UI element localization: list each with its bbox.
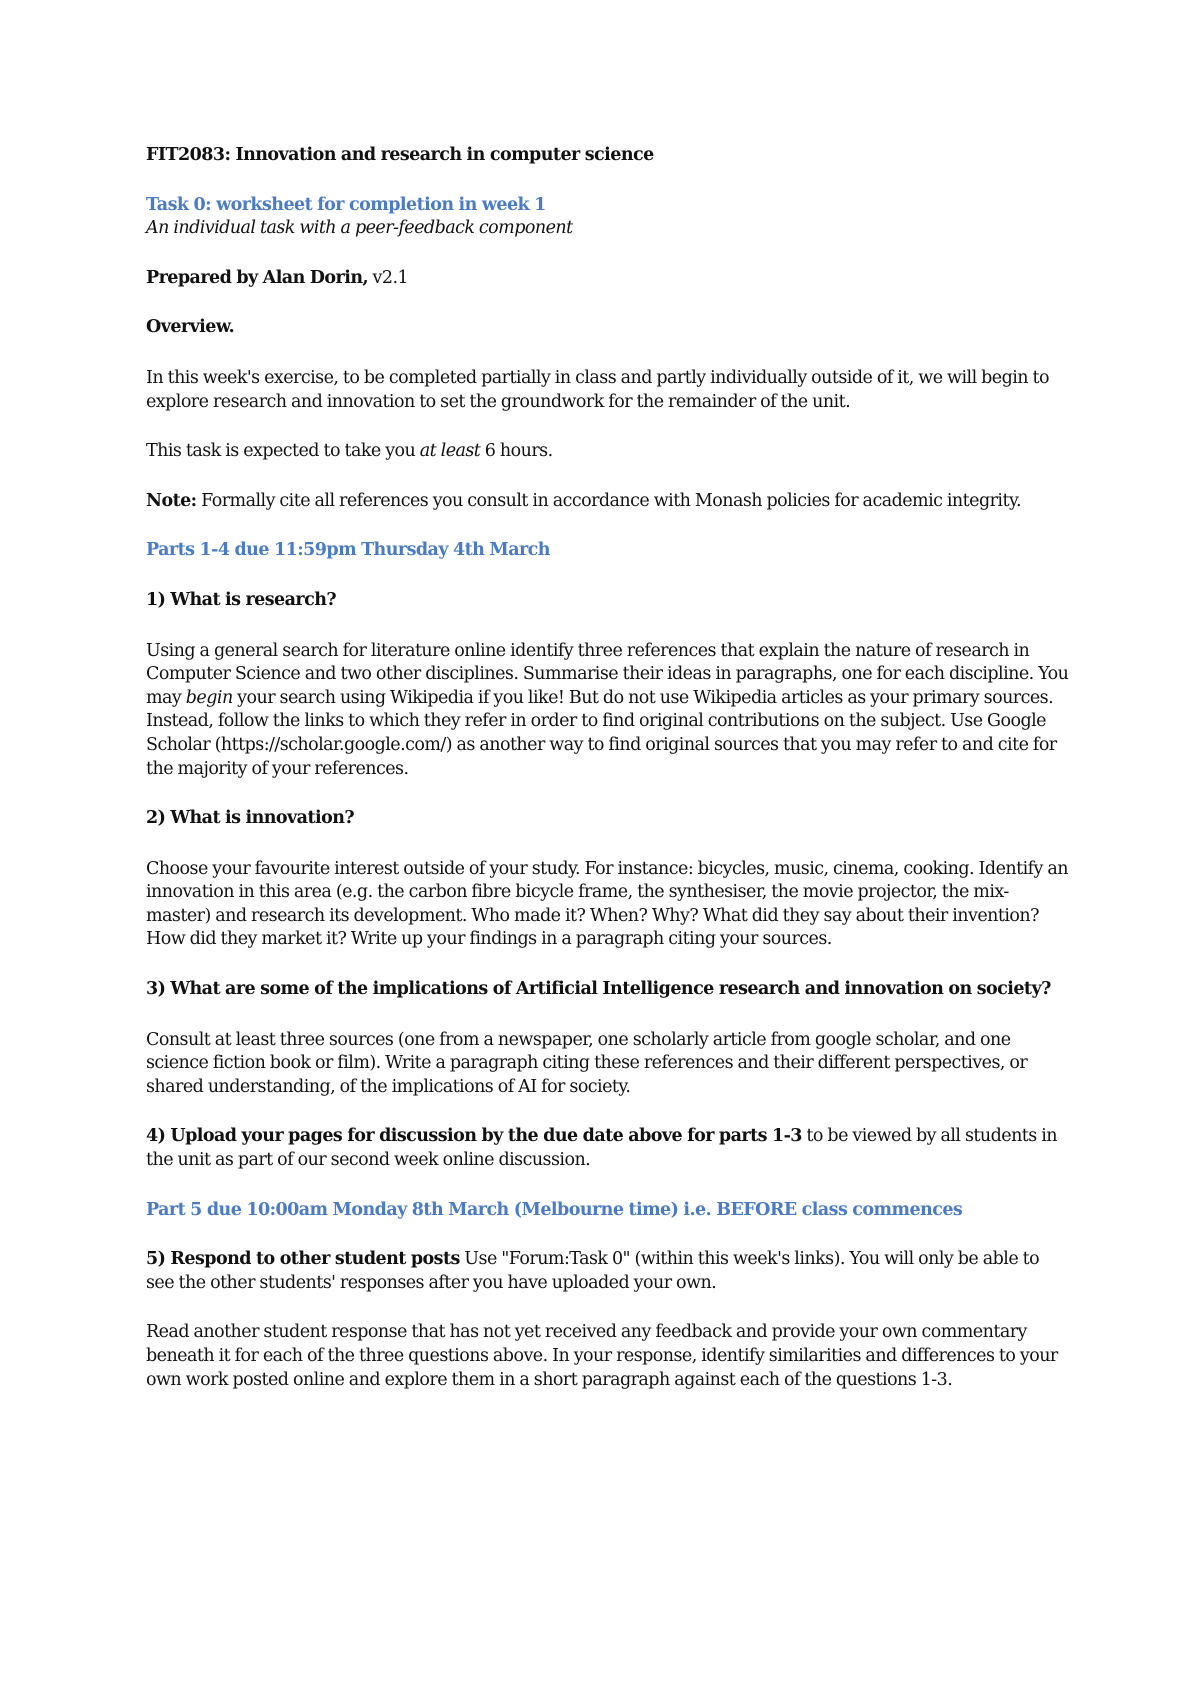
time-emphasis: at least <box>419 441 481 462</box>
q4-rest: to be viewed by all students in the unit as part of our second week online discussion. <box>146 1126 1057 1171</box>
overview-paragraph: In this week's exercise, to be completed partially in class and partly individually outside of it, we will begin to explore research and innovation to set the groundwork for the remainder of the unit. <box>146 367 1049 412</box>
task-subtitle: An individual task with a peer-feedback component <box>146 218 573 239</box>
overview-heading: Overview. <box>146 317 235 338</box>
q1-text-a: Using a general search for literature online identify three references that explain the nature of research in Computer Science and two other disciplines. Summarise their ideas in paragraphs, one for each discipline. You may <box>146 640 1069 708</box>
q1-heading: 1) What is research? <box>146 589 337 610</box>
task-title: Task 0: worksheet for completion in week 1 <box>146 194 546 215</box>
note-text: Formally cite all references you consult in accordance with Monash policies for academic integrity. <box>196 490 1021 511</box>
time-pre: This task is expected to take you <box>146 441 420 462</box>
q1-text <box>146 640 1070 782</box>
q1-text-emphasis: begin <box>185 687 233 708</box>
q3-text: Consult at least three sources (one from a newspaper, one scholarly article from google scholar, and one science fiction book or film). Write a paragraph citing these references and their different perspectives, or shared understanding, of the implications of AI for society. <box>146 1029 1028 1097</box>
time-post: 6 hours. <box>480 441 553 462</box>
version: v2.1 <box>368 267 409 288</box>
q5-bold: 5) Respond to other student posts <box>146 1249 460 1270</box>
q4-bold: 4) Upload your pages for discussion by the due date above for parts 1-3 <box>146 1126 802 1147</box>
due-parts-1-4: Parts 1-4 due 11:59pm Thursday 4th March <box>146 540 550 561</box>
note <box>146 490 1070 514</box>
course-title: FIT2083: Innovation and research in computer science <box>146 145 654 165</box>
prepared-by-label: Prepared by Alan Dorin, <box>146 267 369 288</box>
q5-rest: Use "Forum:Task 0" (within this week's links). You will only be able to see the other students' responses after you have uploaded your own. <box>146 1249 1040 1293</box>
q4-text <box>146 1125 1070 1172</box>
q5-text <box>146 1248 1070 1295</box>
time-estimate <box>146 440 1070 464</box>
q5-followup: Read another student response that has not yet received any feedback and provide your own commentary beneath it for each of the three questions above. In your response, identify similarities and differences to your own work posted online and explore them in a short paragraph against each of the questions 1-3. <box>146 1322 1058 1390</box>
q2-heading: 2) What is innovation? <box>146 808 355 829</box>
note-label: Note: <box>146 490 197 511</box>
document-page <box>146 144 1070 1392</box>
q2-text: Choose your favourite interest outside of your study. For instance: bicycles, music, cinema, cooking. Identify an innovation in this area (e.g. the carbon fibre bicycle frame, the synthesiser, the movie projector, the mix-master) and research its development. Who made it? When? Why? What did they say about their invention? How did they market it? Write up your findings in a paragraph citing your sources. <box>146 858 1069 950</box>
q3-heading: 3) What are some of the implications of Artificial Intelligence research and innovation on society? <box>146 979 1051 1000</box>
due-part-5: Part 5 due 10:00am Monday 8th March (Melbourne time) i.e. BEFORE class commences <box>146 1199 963 1220</box>
prepared-by <box>146 267 1070 291</box>
q1-text-b: your search using Wikipedia if you like! But do not use Wikipedia articles as your primary sources. Instead, follow the links to which they refer in order to find original contributions on the subject. Use Google Scholar (https://scholar.google.com/) as another way to find original sources that you may refer to and cite for the majority of your references. <box>146 687 1057 779</box>
